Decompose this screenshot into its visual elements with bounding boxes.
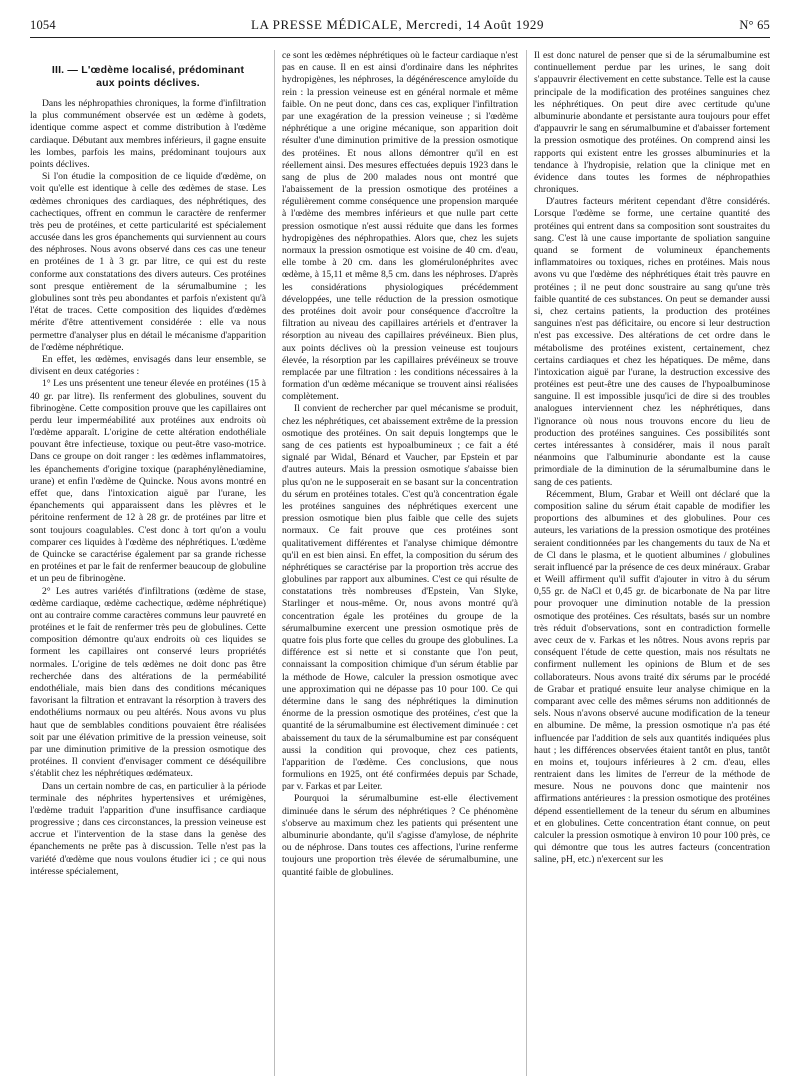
paragraph: En effet, les œdèmes, envisagés dans leur ensemble, se divisent en deux catégories : <box>30 353 266 378</box>
article-columns <box>30 50 770 1076</box>
paragraph: Si l'on étudie la composition de ce liquide d'œdème, on voit qu'elle est identique à celle des œdèmes de stase. Les œdèmes chroniques des cardiaques, des néphrétiques, des cachectiques, offrent en commun le caractère de renfermer très peu de protéines, et cette particularité est spécialement accusée dans les gros épanchements qui surviennent au cours des néphroses. Nous avons observé dans ces cas une teneur en protéines de 1 à 3 gr. par litre, ce qui est du reste conforme aux constatations des divers auteurs. Ces protéines sont presque entièrement de la sérumalbumine ; les globulines sont très peu abondantes et parfois n'existent qu'à l'état de traces. Cette composition des liquides d'œdèmes mérite d'être attentivement considérée : elle va nous permettre d'analyser plus en détail le mécanisme d'apparition de l'œdème néphrétique. <box>30 171 266 353</box>
section-heading-line-1: III. — L'œdème localisé, prédominant <box>51 64 245 76</box>
section-heading-line-2: aux points déclives. <box>96 77 200 89</box>
paragraph: 1° Les uns présentent une teneur élevée en protéines (15 à 40 gr. par litre). Ils renferment des globulines, souvent du fibrinogène. Cette composition prouve que les capillaires ont perdu leur imperméabilité aux protéines aux endroits où l'œdème apparaît. L'origine de cette altération endothéliale pouvant être infectieuse, toxique ou peut-être vaso-motrice. Dans ce groupe on doit ranger : les œdèmes inflammatoires, les épanchements d'origine toxique (paraphénylènediamine, urane) et enfin l'œdème de Quincke. Nous avons montré en effet que, dans l'intoxication aiguë par l'urane, les épanchements qui apparaissent dans les plèvres et le péritoine renferment de 12 à 28 gr. de protéines par litre et sont toujours coagulables. C'est donc à tort qu'on a voulu comparer ces liquides à l'œdème des néphrétiques. L'œdème de Quincke se caractérise également par sa grande richesse en protéines et par le fait de renfermer beaucoup de globuline et un peu de fibrinogène. <box>30 378 266 585</box>
paragraph: 2° Les autres variétés d'infiltrations (œdème de stase, œdème cardiaque, œdème cachectique, œdème néphrétique) ont au contraire comme caractères communs leur pauvreté en protéines et le fait de renfermer très peu de globulines. Cette composition démontre qu'aux endroits où ces liquides se forment les capillaires ont conservé leurs propriétés normales. L'origine de tels œdèmes ne doit donc pas être recherchée dans des altérations de la perméabilité endothéliale, mais bien dans des conditions mécaniques favorisant la filtration et entravant la résorption à travers des endothéliums normaux ou peu altérés. Nous avons vu plus haut que de semblables conditions pouvaient être réalisées soit par une élévation primitive de la pression veineuse, soit par une diminution primitive de la pression osmotique des protéines. Il convient d'envisager comment ce déséquilibre s'établit chez les néphrétiques œdémateux. <box>30 585 266 780</box>
issue-number: N° 65 <box>739 18 770 32</box>
paragraph: D'autres facteurs méritent cependant d'être considérés. Lorsque l'œdème se forme, une certaine quantité des protéines qui entrent dans sa composition sont soustraites du sang. C'est là une cause importante de spoliation sanguine quand se forment de volumineux épanchements inflammatoires ou toxiques, riches en protéines. Mais nous avons vu que l'œdème des néphrétiques était très pauvre en protéines ; il ne peut donc soustraire au sang qu'une très faible quantité de ces substances. On peut se demander aussi si, chez certains patients, la production des protéines sanguines n'est pas déficitaire, ou encore si leur destruction n'est pas excessive. Des altérations de cet ordre dans le métabolisme des protéines existent, certainement, chez certains cardiaques et chez les hépatiques. De même, dans l'intoxication aiguë par l'urane, la destruction excessive des protéines est peut-être une des causes de l'hypoalbuminose sanguine. Il est impossible jusqu'ici de dire si des troubles analogues interviennent chez les néphrétiques, dans l'ignorance où nous nous trouvons encore du lieu de production des protéines sanguines. Ces possibilités sont certes intéressantes à considérer, mais il nous paraît néanmoins que l'albuminurie abondante est la cause primordiale de la diminution de la sérumalbumine dans le sang de ces patients. <box>534 196 770 488</box>
paragraph: ce sont les œdèmes néphrétiques où le facteur cardiaque n'est pas en cause. Il en est ainsi d'ordinaire dans les néphrites hydropigènes, les néphroses, la dégénérescence amyloïde du rein : la pression veineuse est en général normale et même faible. On ne peut donc, dans ces cas, expliquer l'infiltration par une exagération de la pression veineuse ; si l'œdème néphrétique a une origine mécanique, son apparition doit résulter d'une diminution primitive de la pression osmotique des protéines. Et nous allons démontrer qu'il en est réellement ainsi. Des mesures effectuées depuis 1923 dans le sang de plus de 200 malades nous ont montré que l'abaissement de la pression osmotique des protéines a régulièrement comme conséquence une propension marquée à l'œdème des membres inférieurs et que nulle part cette pression osmotique n'est aussi réduite que dans les formes hydropigènes des néphropathies. Alors que, chez les sujets normaux la pression osmotique est voisine de 40 cm. d'eau, elle tombe à 20 cm. dans les glomérulonéphrites avec œdème, à 15,11 et même 8,5 cm. dans les néphroses. D'après les considérations physiologiques précédemment développées, une telle réduction de la pression osmotique des protéines doit avoir pour conséquence d'accroître la filtration au niveau des capillaires artériels et d'entraver la résorption au niveau des capillaires prévéineux. Bien plus, aux points déclives où la pression veineuse est toujours élevée, la résorption par les capillaires prévéineux se trouve remplacée par une filtration : les conditions nécessaires à la formation d'un œdème mécanique se trouvent ainsi réalisées complètement. <box>282 50 518 403</box>
column-3 <box>526 50 770 1076</box>
paragraph: Dans les néphropathies chroniques, la forme d'infiltration la plus communément observée est un œdème à godets, identique comme aspect et comme distribution à l'œdème cardiaque. Débutant aux membres inférieurs, il gagne ensuite les lombes, parfois les mains, prédominant toujours aux points déclives. <box>30 98 266 170</box>
paragraph: Dans un certain nombre de cas, en particulier à la période terminale des néphrites hypertensives et urémigènes, l'œdème traduit l'apparition d'une insuffisance cardiaque progressive ; dans ces circonstances, la pression veineuse est accrue et l'intervention de la stase dans la genèse des épanchements ne prête pas à discussion. Telle n'est pas la variété d'œdème que nous voulons étudier ici ; ce qui nous intéresse spécialement, <box>30 780 266 877</box>
paragraph: Récemment, Blum, Grabar et Weill ont déclaré que la composition saline du sérum était capable de modifier les proportions des albumines et des globulines. Pour ces auteurs, les variations de la pression osmotique des protéines seraient conditionnées par les changements du taux de Na et de Cl dans le plasma, et le quotient albumines / globulines serait influencé par la présence de ces deux minéraux. Grabar et Weill affirment qu'il suffit d'ajouter in vitro à du sérum 0,55 gr. de NaCl et 0,45 gr. de bicarbonate de Na par litre pour provoquer une diminution notable de la pression osmotique des protéines. Ces résultats, basés sur un nombre très réduit d'observations, sont en contradiction formelle avec ceux de v. Farkas et les nôtres. Nous avons repris par conséquent l'étude de cette question, mais nos résultats ne confirment nullement les opinions de Blum et de ses collaborateurs. Nous avons traité dix sérums par le procédé de Grabar et pratiqué ensuite leur analyse chimique en la comparant avec celle des mêmes sérums non additionnés de sels. Nous n'avons observé aucune modification de la teneur en albumine. De même, la pression osmotique n'a pas été influencée par l'addition de sels aux quantités indiquées plus haut ; les différences observées étaient tantôt en plus, tantôt en moins et, toujours inférieures à 2 cm. d'eau, elles rentraient dans les limites de l'erreur de la méthode de mesure. Nous ne pouvons donc que maintenir nos affirmations antérieures : la pression osmotique des protéines dépend essentiellement de la teneur du sérum en albumines et en globulines. Cette concentration étant connue, on peut calculer la pression osmotique à environ 10 pour 100 près, ce qui démontre que tous les autres facteurs (concentration saline, pH, etc.) n'exercent sur les <box>534 488 770 866</box>
page-header <box>30 10 770 38</box>
column-2 <box>274 50 518 1076</box>
journal-title: LA PRESSE MÉDICALE, Mercredi, 14 Août 1929 <box>251 17 545 32</box>
page-number: 1054 <box>30 18 56 32</box>
column-1 <box>30 50 266 1076</box>
paragraph: Pourquoi la sérumalbumine est-elle électivement diminuée dans le sérum des néphrétiques ? Ce phénomène s'observe au maximum chez les patients qui présentent une albuminurie abondante, qu'il s'agisse d'amylose, de néphrite ou de néphrose. Dans toutes ces affections, l'urine renferme toujours une proportion très élevée de sérumalbumine, une quantité faible de globulines. <box>282 793 518 878</box>
paragraph: Il est donc naturel de penser que si de la sérumalbumine est continuellement perdue par les urines, le sang doit s'appauvrir électivement en cette substance. Telle est la cause principale de la modification des protéines sanguines chez les néphrétiques. On peut dire avec certitude qu'une albuminurie abondante et persistante aura toujours pour effet d'appauvrir le sang en sérumalbumine et d'abaisser fortement la pression osmotique des protéines. On comprend ainsi les rapports qui existent entre les grosses albuminuries et la tendance à l'hydropisie, relation que la clinique met en évidence dans toutes les formes de néphropathies chroniques. <box>534 50 770 196</box>
section-heading <box>38 64 258 90</box>
paragraph: Il convient de rechercher par quel mécanisme se produit, chez les néphrétiques, cet abaissement extrême de la pression osmotique des protéines. On sait depuis longtemps que le sang de ces patients est hypoalbumineux ; ce fait a été signalé par Widal, Bénard et Vaucher, par Epstein et par d'autres auteurs. Mais la pression osmotique s'abaisse bien plus qu'on ne le supposerait en se basant sur la concentration du sérum en protéines totales. C'est qu'à concentration égale les protéines sanguines des néphrétiques exercent une pression osmotique bien plus faible que celle des sujets normaux. Ce fait prouve que ces protéines sont qualitativement différentes et l'analyse chimique démontre qu'il en est bien ainsi. En effet, la composition du sérum des néphrétiques se caractérise par la proportion très accrue des globulines par rapport aux albumines. C'est ce qui résulte de constatations très nombreuses d'Epstein, Van Slyke, Starlinger et nous-même. Or, nous avons montré qu'à concentration égale les protéines du groupe de la sérumalbumine exercent une pression osmotique près de quatre fois plus forte que celles du groupe des globulines. La différence est si nette et si constante que l'on peut, connaissant la composition chimique d'un sérum établie par la méthode de Howe, calculer la pression osmotique avec une approximation qui ne dépasse pas 10 pour 100. Ce qui détermine dans le sang des néphrétiques la diminution énorme de la pression osmotique des protéines, c'est que la quantité de la sérumalbumine est électivement diminuée : cet abaissement du taux de la sérumalbumine est par conséquent aussi la condition qui provoque, chez ces patients, l'apparition de l'œdème. Ces conclusions, que nous formulions en 1925, ont été confirmées depuis par Schade, par v. Farkas et par Leiter. <box>282 403 518 793</box>
